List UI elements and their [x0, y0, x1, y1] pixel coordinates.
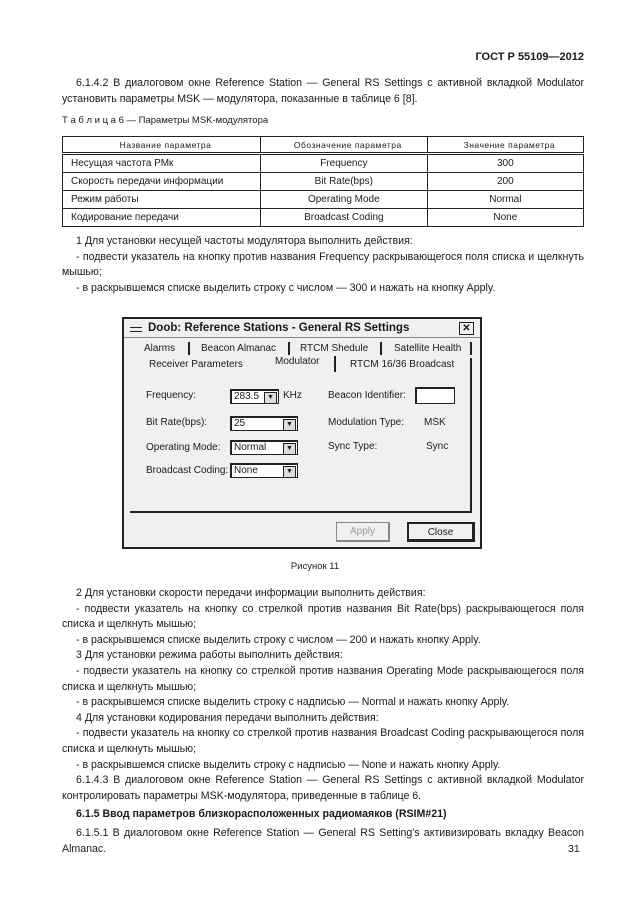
tab-receiver-parameters[interactable]: Receiver Parameters	[149, 359, 243, 370]
chevron-down-icon[interactable]: ▼	[283, 419, 296, 431]
step-text: - в раскрывшемся списке выделить строку с числом — 300 и нажать на кнопку Apply.	[76, 281, 496, 294]
table-row	[63, 173, 584, 191]
steps-frequency	[62, 234, 584, 296]
broadcast-coding-select[interactable]	[230, 463, 298, 478]
step-text: - подвести указатель на кнопку со стрелкой против названия Operating Mode раскрывающегося поля списка и щелкнуть мышью;	[62, 664, 584, 693]
step-text: - в раскрывшемся списке выделить строку с надписью — Normal и нажать кнопку Apply.	[76, 696, 510, 709]
table-cell: Несущая частота РМк	[63, 154, 261, 173]
sync-type-label: Sync Type:	[328, 441, 378, 452]
figure-caption: Рисунок 11	[290, 561, 340, 572]
general-rs-settings-dialog	[122, 317, 482, 549]
beacon-identifier-input[interactable]	[415, 387, 455, 404]
sync-type-value: Sync	[426, 441, 449, 452]
table-cell: Кодирование передачи	[63, 209, 261, 227]
section-heading: 6.1.5 Ввод параметров близкорасположенных радиомаяков (RSIM#21)	[76, 808, 447, 821]
bitrate-value: 25	[234, 418, 246, 429]
frequency-unit: KHz	[283, 390, 302, 401]
tab-divider	[380, 342, 382, 355]
table-header-row	[63, 137, 584, 154]
tab-satellite-health[interactable]: Satellite Health	[394, 343, 462, 354]
paragraph-6-1-5-1: 6.1.5.1 В диалоговом окне Reference Station — General RS Setting's активизировать вкладку Beacon Almanac.	[62, 826, 584, 855]
operating-mode-select[interactable]	[230, 440, 298, 455]
frequency-value: 283.5	[234, 391, 260, 402]
table-cell: 200	[427, 173, 583, 191]
broadcast-coding-label: Broadcast Coding:	[146, 465, 229, 476]
tab-rtcm-16-36-broadcast[interactable]: RTCM 16/36 Broadcast	[350, 359, 455, 370]
tab-rtcm-shedule[interactable]: RTCM Shedule	[300, 343, 369, 354]
table-cell: 300	[427, 154, 583, 173]
step-text: - подвести указатель на кнопку со стрелкой против названия Broadcast Coding раскрывающегося поля списка и щелкнуть мышью;	[62, 727, 584, 755]
close-icon[interactable]: ✕	[459, 322, 474, 335]
step-text: 1 Для установки несущей частоты модулятора выполнить действия:	[76, 235, 413, 247]
table-cell: Broadcast Coding	[260, 209, 427, 227]
table-cell: Bit Rate(bps)	[260, 173, 427, 191]
tab-alarms[interactable]: Alarms	[144, 343, 176, 354]
frequency-label: Frequency:	[146, 390, 197, 401]
beacon-identifier-label: Beacon Identifier:	[328, 390, 406, 401]
msk-parameters-table	[62, 136, 584, 227]
apply-button[interactable]: Apply	[336, 522, 390, 542]
paragraph-6-1-4-2: 6.1.4.2 В диалоговом окне Reference Station — General RS Settings с активной вкладкой Modulator установить параметры MSK — модулятора, показанные в таблице 6 [8].	[62, 77, 584, 105]
bitrate-select[interactable]	[230, 416, 298, 431]
operating-mode-value: Normal	[234, 442, 267, 453]
table-header: Обозначение параметра	[260, 137, 427, 154]
chevron-down-icon[interactable]: ▼	[264, 392, 277, 404]
step-text: 6.1.4.3 В диалоговом окне Reference Station — General RS Settings с активной вкладкой Modulator контролировать параметры MSK-модулятора, приведенные в таблице 6.	[62, 774, 584, 802]
tab-divider	[288, 342, 290, 355]
tab-beacon-almanac[interactable]: Beacon Almanac	[201, 343, 277, 354]
steps-remaining	[62, 586, 584, 857]
table-cell: Normal	[427, 191, 583, 209]
tab-divider	[188, 342, 190, 355]
step-text: 3 Для установки режима работы выполнить действия:	[76, 649, 343, 662]
tab-modulator[interactable]: Modulator	[275, 356, 320, 367]
dialog-title: Doob: Reference Stations - General RS Settings	[148, 322, 410, 334]
table-cell: Режим работы	[63, 191, 261, 209]
modulation-type-value: MSK	[424, 417, 446, 428]
table-header: Название параметра	[63, 137, 261, 154]
step-text: 4 Для установки кодирования передачи выполнить действия:	[76, 711, 379, 724]
document-header: ГОСТ Р 55109—2012	[475, 51, 584, 63]
frequency-select[interactable]	[230, 389, 279, 404]
tab-divider	[470, 342, 472, 355]
table-cell: Operating Mode	[260, 191, 427, 209]
step-text: - в раскрывшемся списке выделить строку с надписью — None и нажать кнопку Apply.	[76, 758, 501, 771]
broadcast-coding-value: None	[234, 465, 258, 476]
dialog-title-bar	[124, 319, 480, 338]
step-text: - в раскрывшемся списке выделить строку с числом — 200 и нажать кнопку Apply.	[76, 633, 481, 646]
close-button[interactable]: Close	[407, 522, 475, 542]
step-text: - подвести указатель на кнопку против названия Frequency раскрывающегося поля списка и щелкнуть мышью;	[62, 250, 584, 279]
tab-divider	[334, 356, 336, 372]
table-cell: None	[427, 209, 583, 227]
table-row	[63, 191, 584, 209]
table-header: Значение параметра	[427, 137, 583, 154]
table-cell: Frequency	[260, 154, 427, 173]
page-number: 31	[568, 843, 580, 855]
table-cell: Скорость передачи информации	[63, 173, 261, 191]
chevron-down-icon[interactable]: ▼	[283, 443, 296, 455]
table-caption: Т а б л и ц а 6 — Параметры MSK-модулятора	[62, 115, 269, 126]
table-row	[63, 209, 584, 227]
chevron-down-icon[interactable]: ▼	[283, 466, 296, 478]
system-menu-icon[interactable]	[130, 327, 142, 332]
step-text: - подвести указатель на кнопку со стрелкой против названия Bit Rate(bps) раскрывающегося поля списка и щелкнуть мышью;	[62, 602, 584, 631]
bitrate-label: Bit Rate(bps):	[146, 417, 208, 428]
operating-mode-label: Operating Mode:	[146, 442, 221, 453]
tab-divider	[470, 358, 472, 371]
modulation-type-label: Modulation Type:	[328, 417, 404, 428]
step-text: 2 Для установки скорости передачи информации выполнить действия:	[76, 587, 426, 599]
table-row	[63, 154, 584, 173]
